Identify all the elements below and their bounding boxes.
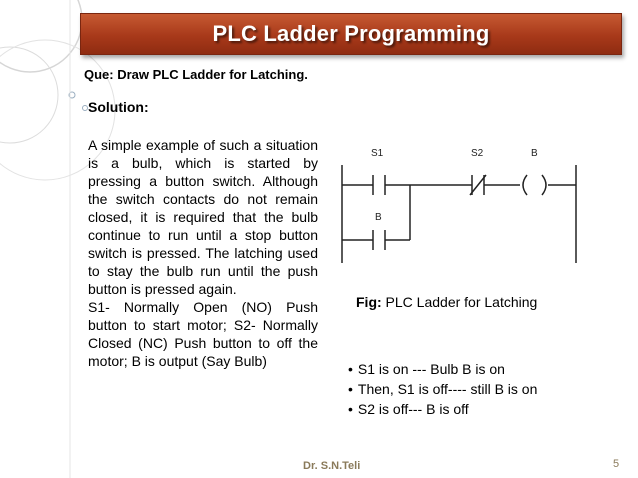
figure-caption-prefix: Fig: xyxy=(356,294,382,310)
b-output-coil xyxy=(523,175,546,195)
question-text: Que: Draw PLC Ladder for Latching. xyxy=(84,67,308,82)
title-bar xyxy=(80,13,622,55)
explanation-paragraph-1: A simple example of such a situation is a bulb, which is started by pressing a button switch. Although the switch contacts do not remain closed, it is required that the bulb continue to run until a stop button switch is pressed. The latching used to stay the bulb run until the push button is pressed again. xyxy=(88,137,318,297)
author-footer: Dr. S.N.Teli xyxy=(303,460,361,472)
figure-caption-text: PLC Ladder for Latching xyxy=(381,294,538,310)
figure-caption xyxy=(356,294,537,310)
explanation-paragraph-2: S1- Normally Open (NO) Push button to start motor; S2- Normally Closed (NC) Push button to off the motor; B is output (Say Bulb) xyxy=(88,299,318,369)
b-latch-contact xyxy=(373,230,385,250)
s1-no-contact xyxy=(373,175,385,195)
label-s2: S2 xyxy=(471,148,484,159)
solution-label: Solution: xyxy=(88,99,149,115)
label-s1: S1 xyxy=(371,148,384,159)
ladder-diagram xyxy=(330,135,588,270)
list-item: • S1 is on --- Bulb B is on xyxy=(348,359,537,379)
bullet-list xyxy=(348,359,537,419)
list-item: • S2 is off--- B is off xyxy=(348,399,537,419)
page-number: 5 xyxy=(613,458,620,470)
label-b-contact: B xyxy=(375,212,382,223)
label-b-coil: B xyxy=(531,148,538,159)
list-item: • Then, S1 is off---- still B is on xyxy=(348,379,537,399)
explanation-text xyxy=(88,136,318,370)
s2-nc-contact xyxy=(470,175,486,195)
slide-title: PLC Ladder Programming xyxy=(212,21,490,46)
